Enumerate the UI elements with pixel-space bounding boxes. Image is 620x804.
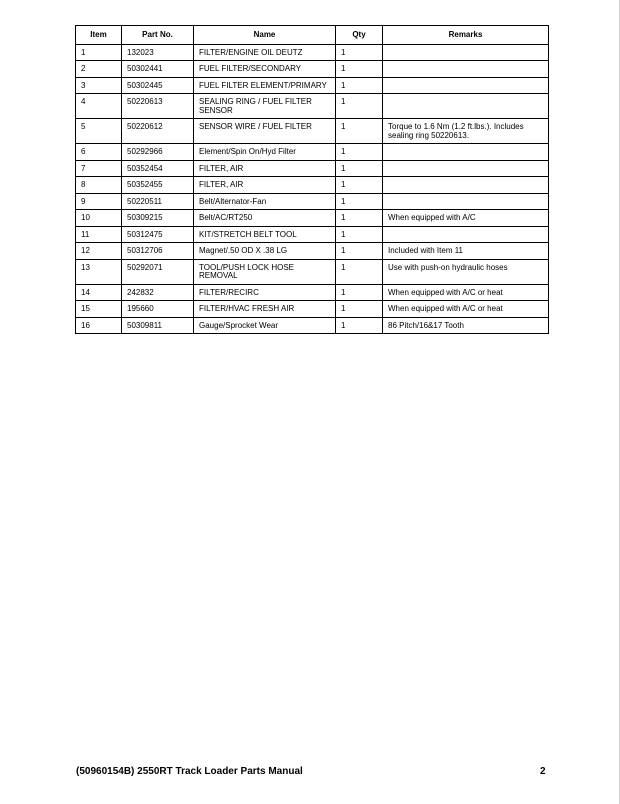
cell-remarks: Use with push-on hydraulic hoses	[383, 259, 549, 284]
cell-qty: 1	[336, 259, 383, 284]
cell-qty: 1	[336, 301, 383, 318]
cell-qty: 1	[336, 177, 383, 194]
cell-name: Belt/AC/RT250	[194, 210, 336, 227]
cell-item: 8	[76, 177, 122, 194]
cell-item: 11	[76, 226, 122, 243]
cell-item: 9	[76, 193, 122, 210]
cell-remarks	[383, 77, 549, 94]
cell-qty: 1	[336, 144, 383, 161]
table-row	[76, 119, 549, 144]
cell-item: 13	[76, 259, 122, 284]
cell-name: FUEL FILTER/SECONDARY	[194, 61, 336, 78]
cell-remarks: 86 Pitch/16&17 Tooth	[383, 317, 549, 334]
cell-part-no: 50352454	[122, 160, 194, 177]
footer-title: (50960154B) 2550RT Track Loader Parts Manual	[76, 766, 303, 777]
cell-qty: 1	[336, 243, 383, 260]
cell-remarks	[383, 177, 549, 194]
table-row	[76, 144, 549, 161]
table-header-row	[76, 26, 549, 45]
cell-name: Gauge/Sprocket Wear	[194, 317, 336, 334]
table-row	[76, 226, 549, 243]
cell-qty: 1	[336, 61, 383, 78]
cell-name: Magnet/.50 OD X .38 LG	[194, 243, 336, 260]
cell-part-no: 50309811	[122, 317, 194, 334]
cell-remarks	[383, 44, 549, 61]
header-item: Item	[76, 26, 122, 45]
cell-name: FILTER/HVAC FRESH AIR	[194, 301, 336, 318]
cell-part-no: 50220613	[122, 94, 194, 119]
cell-part-no: 132023	[122, 44, 194, 61]
cell-name: FILTER/ENGINE OIL DEUTZ	[194, 44, 336, 61]
cell-item: 12	[76, 243, 122, 260]
cell-remarks	[383, 144, 549, 161]
cell-name: SEALING RING / FUEL FILTER SENSOR	[194, 94, 336, 119]
cell-qty: 1	[336, 210, 383, 227]
cell-part-no: 50302441	[122, 61, 194, 78]
cell-part-no: 50352455	[122, 177, 194, 194]
cell-qty: 1	[336, 44, 383, 61]
cell-qty: 1	[336, 119, 383, 144]
cell-remarks	[383, 193, 549, 210]
table-row	[76, 317, 549, 334]
table-row	[76, 243, 549, 260]
cell-remarks: Torque to 1.6 Nm (1.2 ft.lbs.). Includes sealing ring 50220613.	[383, 119, 549, 144]
header-name: Name	[194, 26, 336, 45]
table-row	[76, 77, 549, 94]
cell-part-no: 50309215	[122, 210, 194, 227]
cell-item: 15	[76, 301, 122, 318]
cell-remarks	[383, 160, 549, 177]
cell-item: 10	[76, 210, 122, 227]
cell-part-no: 50292071	[122, 259, 194, 284]
cell-part-no: 50220612	[122, 119, 194, 144]
table-row	[76, 210, 549, 227]
cell-name: Belt/Alternator-Fan	[194, 193, 336, 210]
cell-name: KIT/STRETCH BELT TOOL	[194, 226, 336, 243]
cell-name: TOOL/PUSH LOCK HOSE REMOVAL	[194, 259, 336, 284]
cell-name: FILTER/RECIRC	[194, 284, 336, 301]
cell-item: 7	[76, 160, 122, 177]
cell-remarks: Included with Item 11	[383, 243, 549, 260]
table-row	[76, 61, 549, 78]
cell-remarks: When equipped with A/C or heat	[383, 284, 549, 301]
cell-part-no: 50312475	[122, 226, 194, 243]
cell-qty: 1	[336, 226, 383, 243]
table-row	[76, 94, 549, 119]
cell-remarks: When equipped with A/C	[383, 210, 549, 227]
table-row	[76, 284, 549, 301]
cell-qty: 1	[336, 284, 383, 301]
cell-qty: 1	[336, 160, 383, 177]
cell-name: SENSOR WIRE / FUEL FILTER	[194, 119, 336, 144]
table-row	[76, 160, 549, 177]
cell-remarks	[383, 94, 549, 119]
cell-part-no: 50220511	[122, 193, 194, 210]
parts-table-body	[76, 44, 549, 334]
cell-remarks	[383, 61, 549, 78]
cell-part-no: 50312706	[122, 243, 194, 260]
cell-item: 6	[76, 144, 122, 161]
cell-part-no: 50302445	[122, 77, 194, 94]
cell-item: 14	[76, 284, 122, 301]
page-number: 2	[540, 766, 546, 777]
cell-part-no: 50292966	[122, 144, 194, 161]
table-row	[76, 177, 549, 194]
header-remarks: Remarks	[383, 26, 549, 45]
cell-part-no: 242832	[122, 284, 194, 301]
cell-qty: 1	[336, 77, 383, 94]
cell-item: 1	[76, 44, 122, 61]
cell-remarks: When equipped with A/C or heat	[383, 301, 549, 318]
cell-item: 5	[76, 119, 122, 144]
cell-name: FILTER, AIR	[194, 160, 336, 177]
cell-qty: 1	[336, 193, 383, 210]
parts-table	[75, 25, 549, 334]
cell-part-no: 195660	[122, 301, 194, 318]
cell-item: 16	[76, 317, 122, 334]
header-part-no: Part No.	[122, 26, 194, 45]
table-row	[76, 44, 549, 61]
cell-name: FILTER, AIR	[194, 177, 336, 194]
cell-qty: 1	[336, 317, 383, 334]
cell-item: 2	[76, 61, 122, 78]
table-row	[76, 259, 549, 284]
cell-name: FUEL FILTER ELEMENT/PRIMARY	[194, 77, 336, 94]
table-row	[76, 193, 549, 210]
cell-name: Element/Spin On/Hyd Filter	[194, 144, 336, 161]
cell-qty: 1	[336, 94, 383, 119]
cell-remarks	[383, 226, 549, 243]
cell-item: 4	[76, 94, 122, 119]
header-qty: Qty	[336, 26, 383, 45]
table-row	[76, 301, 549, 318]
cell-item: 3	[76, 77, 122, 94]
